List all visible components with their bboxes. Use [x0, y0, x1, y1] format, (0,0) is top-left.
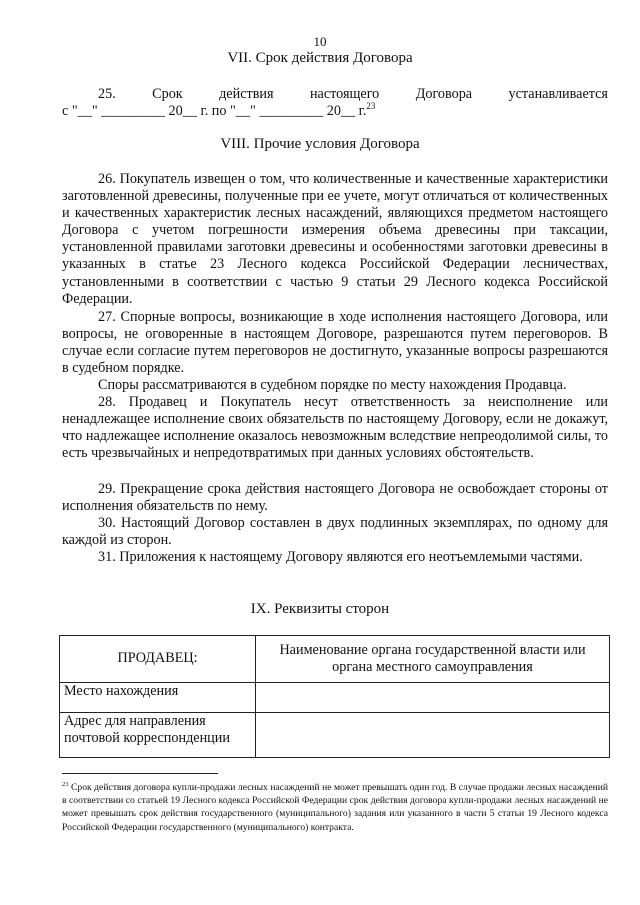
footnote-text: Срок действия договора купли-продажи лесных насаждений не может превышать один год. В случае продажи лесных насаждений в соответствии со статьей 19 Лесного кодекса Российской Федерации срок действия договора купли-продажи лесных насаждений не может превышать срок действия государственного (муниципального) задания или указанного в части 5 статьи 19 Лесного кодекса Российской Федерации государственного (муниципального) контракта. — [62, 782, 608, 833]
clause-25-word: Договора — [415, 86, 473, 102]
clause-25-line-1 — [62, 86, 608, 103]
clause-31: 31. Приложения к настоящему Договору являются его неотъемлемыми частями. — [98, 549, 583, 565]
section-9-title: IX. Реквизиты сторон — [250, 601, 390, 617]
address-value — [256, 713, 610, 758]
clause-25-word: Срок — [152, 86, 183, 102]
address-label: Адрес для направления почтовой корреспонденции — [60, 713, 256, 758]
footnote — [62, 781, 608, 834]
footnote-ref: 23 — [366, 101, 376, 111]
table-row — [60, 636, 610, 683]
clause-25-word: действия — [219, 86, 274, 102]
clause-30: 30. Настоящий Договор составлен в двух подлинных экземплярах, по одному для каждой из сторон. — [62, 515, 608, 549]
footnote-divider — [62, 773, 218, 774]
footnote-number: 23 — [62, 781, 69, 788]
clause-25-word: устанавливается — [508, 86, 608, 102]
seller-label: ПРОДАВЕЦ: — [60, 636, 256, 683]
clause-25-dates: с "__" _________ 20__ г. по "__" _________ 20__ г. — [62, 103, 367, 119]
table-row — [60, 683, 610, 713]
clause-27-disputes: Споры рассматриваются в судебном порядке по месту нахождения Продавца. — [98, 377, 567, 393]
table-row — [60, 713, 610, 758]
clause-29: 29. Прекращение срока действия настоящего Договора не освобождает стороны от исполнения обязательств по нему. — [62, 481, 608, 515]
page-number: 10 — [313, 34, 327, 49]
clause-25-word: настоящего — [309, 86, 380, 102]
section-7-title: VII. Срок действия Договора — [227, 50, 413, 66]
clause-26: 26. Покупатель извещен о том, что количественные и качественные характеристики заготовленной древесины, полученные при ее учете, могут отличаться от количественных и качественных характеристик лесных насаждений, являющихся предметом настоящего Договора с учетом погрешности измерения объема древесины при таксации, установленной правилами заготовки древесины и особенностями заготовки древесины в указанных в статье 23 Лесного кодекса Российской Федерации лесничествах, установленными в соответствии с частью 9 статьи 29 Лесного кодекса Российской Федерации. — [62, 171, 608, 307]
clause-25-line-2 — [62, 103, 608, 120]
section-8-title: VIII. Прочие условия Договора — [220, 136, 420, 152]
location-label: Место нахождения — [60, 683, 256, 713]
location-value — [256, 683, 610, 713]
clause-28: 28. Продавец и Покупатель несут ответственность за неисполнение или ненадлежащее исполнение своих обязательств по настоящему Договору, если не докажут, что надлежащее исполнение оказалось невозможным вследствие непреодолимой силы, то есть чрезвычайных и непредотвратимых при данных условиях обстоятельств. — [62, 394, 608, 462]
clause-25-word: 25. — [98, 86, 116, 102]
clause-27: 27. Спорные вопросы, возникающие в ходе исполнения настоящего Договора, или вопросы, не оговоренные в настоящем Договоре, разрешаются путем переговоров. В случае если согласие путем переговоров не достигнуто, указанные вопросы разрешаются в судебном порядке. — [62, 309, 608, 377]
requisites-table — [59, 635, 610, 758]
seller-name-header: Наименование органа государственной власти или органа местного самоуправления — [256, 636, 610, 683]
